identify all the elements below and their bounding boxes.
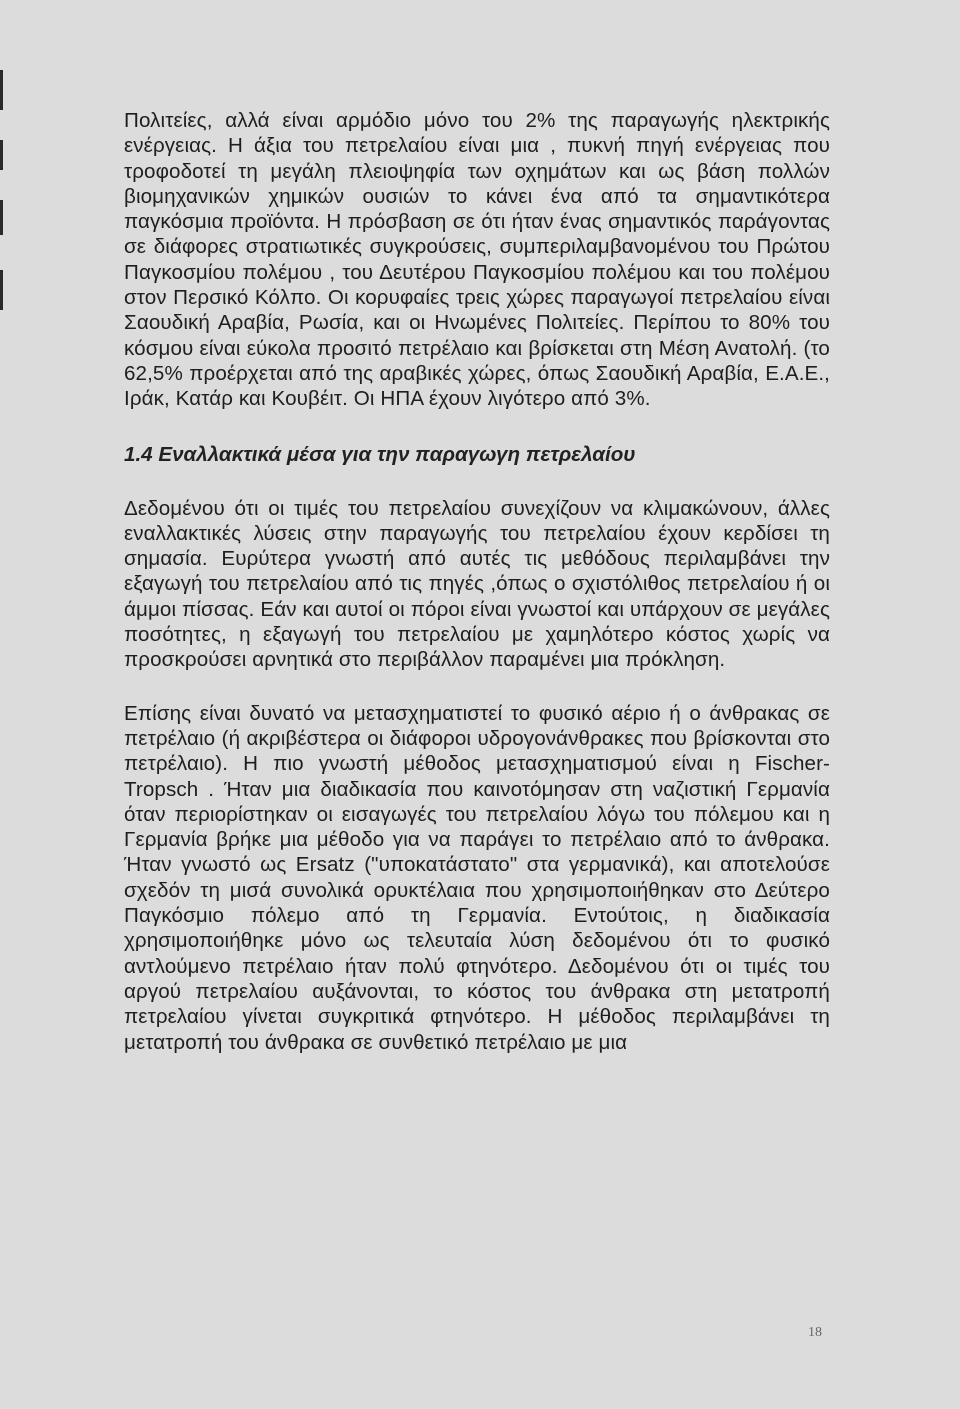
paragraph-text: Δεδομένου ότι οι τιμές του πετρελαίου συνεχίζουν να κλιμακώνουν, άλλες εναλλακτικές λύσεις στην παραγωγής του πετρελαίου έχουν κερδίσει τη σημασία. Ευρύτερα γνωστή από αυτές τις μεθόδους περιλαμβάνει την εξαγωγή του πετρελαίου από τις πηγές ,όπως ο σχιστόλιθος πετρελαίου ή οι άμμοι πίσσας. Εάν και αυτοί οι πόροι είναι γνωστοί και υπάρχουν σε μεγάλες ποσότητες, η εξαγωγή του πετρελαίου με χαμηλότερο κόστος χωρίς να προσκρούσει αρνητικά στο περιβάλλον παραμένει μια πρόκληση. xyxy=(124,496,830,672)
body-paragraph xyxy=(124,701,830,1055)
page-number: 18 xyxy=(808,1325,822,1340)
paragraph-text: Πολιτείες, αλλά είναι αρμόδιο μόνο του 2% της παραγωγής ηλεκτρικής ενέργειας. Η άξια του πετρελαίου είναι μια , πυκνή πηγή ενέργειας που τροφοδοτεί τη μεγάλη πλειοψηφία των οχημάτων και ως βάση πολλών βιομηχανικών χημικών ουσιών το κάνει ένα από τα σημαντικότερα παγκόσμια προϊόντα. Η πρόσβαση σε ότι ήταν ένας σημαντικός παράγοντας σε διάφορες στρατιωτικές συγκρούσεις, συμπεριλαμβανομένου του Πρώτου Παγκοσμίου πολέμου , του Δευτέρου Παγκοσμίου πολέμου και του πολέμου στον Περσικό Κόλπο. Οι κορυφαίες τρεις χώρες παραγωγοί πετρελαίου είναι Σαουδική Αραβία, Ρωσία, και οι Ηνωμένες Πολιτείες. Περίπου το 80% του κόσμου είναι εύκολα προσιτό πετρέλαιο και βρίσκεται στη Μέση Ανατολή. (το 62,5% προέρχεται από της αραβικές χώρες, όπως Σαουδική Αραβία, Ε.Α.Ε., Ιράκ, Κατάρ και Κουβέιτ. Οι ΗΠΑ έχουν λιγότερο από 3%. xyxy=(124,109,830,411)
scan-edge-mark xyxy=(0,140,3,170)
scan-edge-mark xyxy=(0,70,3,110)
body-paragraph xyxy=(124,496,830,673)
section-heading: 1.4 Εναλλακτικά μέσα για την παραγωγη πετρελαίου xyxy=(124,442,636,466)
scan-edge-mark xyxy=(0,200,3,235)
body-paragraph xyxy=(124,108,830,412)
scan-edge-mark xyxy=(0,270,3,310)
page-content xyxy=(124,108,830,1055)
paragraph-text: Επίσης είναι δυνατό να μετασχηματιστεί το φυσικό αέριο ή ο άνθρακας σε πετρέλαιο (ή ακριβέστερα οι διάφοροι υδρογονάνθρακες που βρίσκονται στο πετρέλαιο). Η πιο γνωστή μέθοδος μετασχηματισμού είναι η Fischer-Tropsch . Ήταν μια διαδικασία που καινοτόμησαν στη ναζιστική Γερμανία όταν περιορίστηκαν οι εισαγωγές του πετρελαίου λόγω του πόλεμου και η Γερμανία βρήκε μια μέθοδο για να παράγει το πετρέλαιο από το άνθρακα. Ήταν γνωστό ως Ersatz ("υποκατάστατο" στα γερμανικά), και αποτελούσε σχεδόν τη μισά συνολικά ορυκτέλαια που χρησιμοποιήθηκαν στο Δεύτερο Παγκόσμιο πόλεμο από τη Γερμανία. Εντούτοις, η διαδικασία χρησιμοποιήθηκε μόνο ως τελευταία λύση δεδομένου ότι το φυσικό αντλούμενο πετρέλαιο ήταν πολύ φτηνότερο. Δεδομένου ότι οι τιμές του αργού πετρελαίου αυξάνονται, το κόστος του άνθρακα στη μετατροπή πετρελαίου γίνεται συγκριτικά φτηνότερο. Η μέθοδος περιλαμβάνει τη μετατροπή του άνθρακα σε συνθετικό πετρέλαιο με μια xyxy=(124,701,830,1054)
